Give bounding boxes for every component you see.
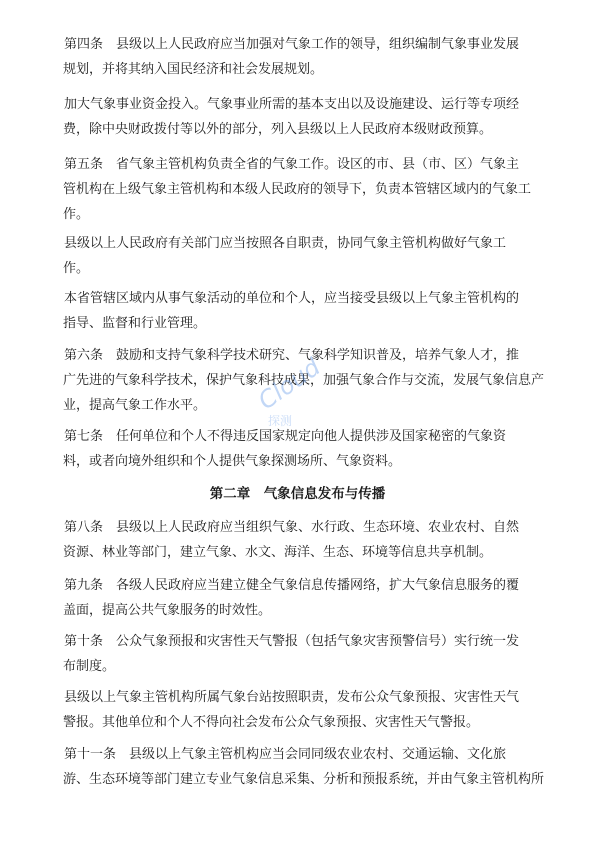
- text-line: 费，除中央财政拨付等以外的部分，列入县级以上人民政府本级财政预算。: [63, 122, 493, 137]
- text-line: 第七条 任何单位和个人不得违反国家规定向他人提供涉及国家秘密的气象资: [64, 429, 507, 444]
- text-line: 第十一条 县级以上气象主管机构应当会同同级农业农村、交通运输、文化旅: [64, 747, 507, 762]
- text-line: 管机构在上级气象主管机构和本级人民政府的领导下，负责本管辖区域内的气象工: [63, 182, 532, 197]
- text-line: 第十条 公众气象预报和灾害性天气警报（包括气象灾害预警信号）实行统一发: [64, 634, 520, 649]
- text-line: 盖面，提高公共气象服务的时效性。: [63, 603, 272, 618]
- article-5-paragraph: [63, 152, 538, 227]
- article-8-paragraph: [63, 515, 538, 565]
- text-line: 第四条 县级以上人民政府应当加强对气象工作的领导，组织编制气象事业发展: [64, 37, 520, 52]
- supervision-paragraph: [63, 286, 538, 336]
- text-line: 作。: [63, 261, 90, 276]
- text-line: 第九条 各级人民政府应当建立健全气象信息传播网络，扩大气象信息服务的覆: [64, 578, 520, 593]
- watermark-text: 探测: [268, 414, 293, 428]
- text-line: 布制度。: [63, 659, 116, 674]
- text-line: 县级以上人民政府有关部门应当按照各自职责，协同气象主管机构做好气象工: [64, 236, 507, 251]
- article-9-paragraph: [63, 573, 538, 623]
- article-4-paragraph: [63, 32, 538, 82]
- watermark-logo: Cloud: [253, 352, 326, 416]
- publishing-paragraph: [63, 685, 538, 735]
- text-line: 指导、监督和行业管理。: [63, 316, 207, 331]
- text-line: 业，提高气象工作水平。: [63, 398, 207, 413]
- text-line: 加大气象事业资金投入。气象事业所需的基本支出以及设施建设、运行等专项经: [64, 97, 520, 112]
- article-7-paragraph: [63, 424, 538, 474]
- text-line: 作。: [63, 207, 90, 222]
- text-line: 第八条 县级以上人民政府应当组织气象、水行政、生态环境、农业农村、自然: [64, 520, 520, 535]
- text-line: 第五条 省气象主管机构负责全省的气象工作。设区的市、县（市、区）气象主: [64, 157, 520, 172]
- text-line: 料，或者向境外组织和个人提供气象探测场所、气象资料。: [63, 454, 402, 469]
- departments-paragraph: [63, 231, 538, 281]
- text-line: 广先进的气象科学技术，保护气象科技成果，加强气象合作与交流，发展气象信息产: [63, 373, 545, 388]
- chapter-heading: 第二章 气象信息发布与传播: [209, 486, 386, 502]
- text-line: 警报。其他单位和个人不得向社会发布公众气象预报、灾害性天气警报。: [63, 715, 480, 730]
- text-line: 规划，并将其纳入国民经济和社会发展规划。: [63, 62, 324, 77]
- text-line: 本省管辖区域内从事气象活动的单位和个人，应当接受县级以上气象主管机构的: [64, 291, 520, 306]
- text-line: 游、生态环境等部门建立专业气象信息采集、分析和预报系统，并由气象主管机构所: [63, 772, 545, 787]
- text-line: 资源、林业等部门，建立气象、水文、海洋、生态、环境等信息共享机制。: [63, 545, 493, 560]
- article-10-paragraph: [63, 629, 538, 679]
- funding-paragraph: [63, 92, 538, 142]
- text-line: 县级以上气象主管机构所属气象台站按照职责，发布公众气象预报、灾害性天气: [64, 690, 520, 705]
- text-line: 第六条 鼓励和支持气象科学技术研究、气象科学知识普及，培养气象人才，推: [64, 348, 520, 363]
- article-11-paragraph: [63, 742, 545, 792]
